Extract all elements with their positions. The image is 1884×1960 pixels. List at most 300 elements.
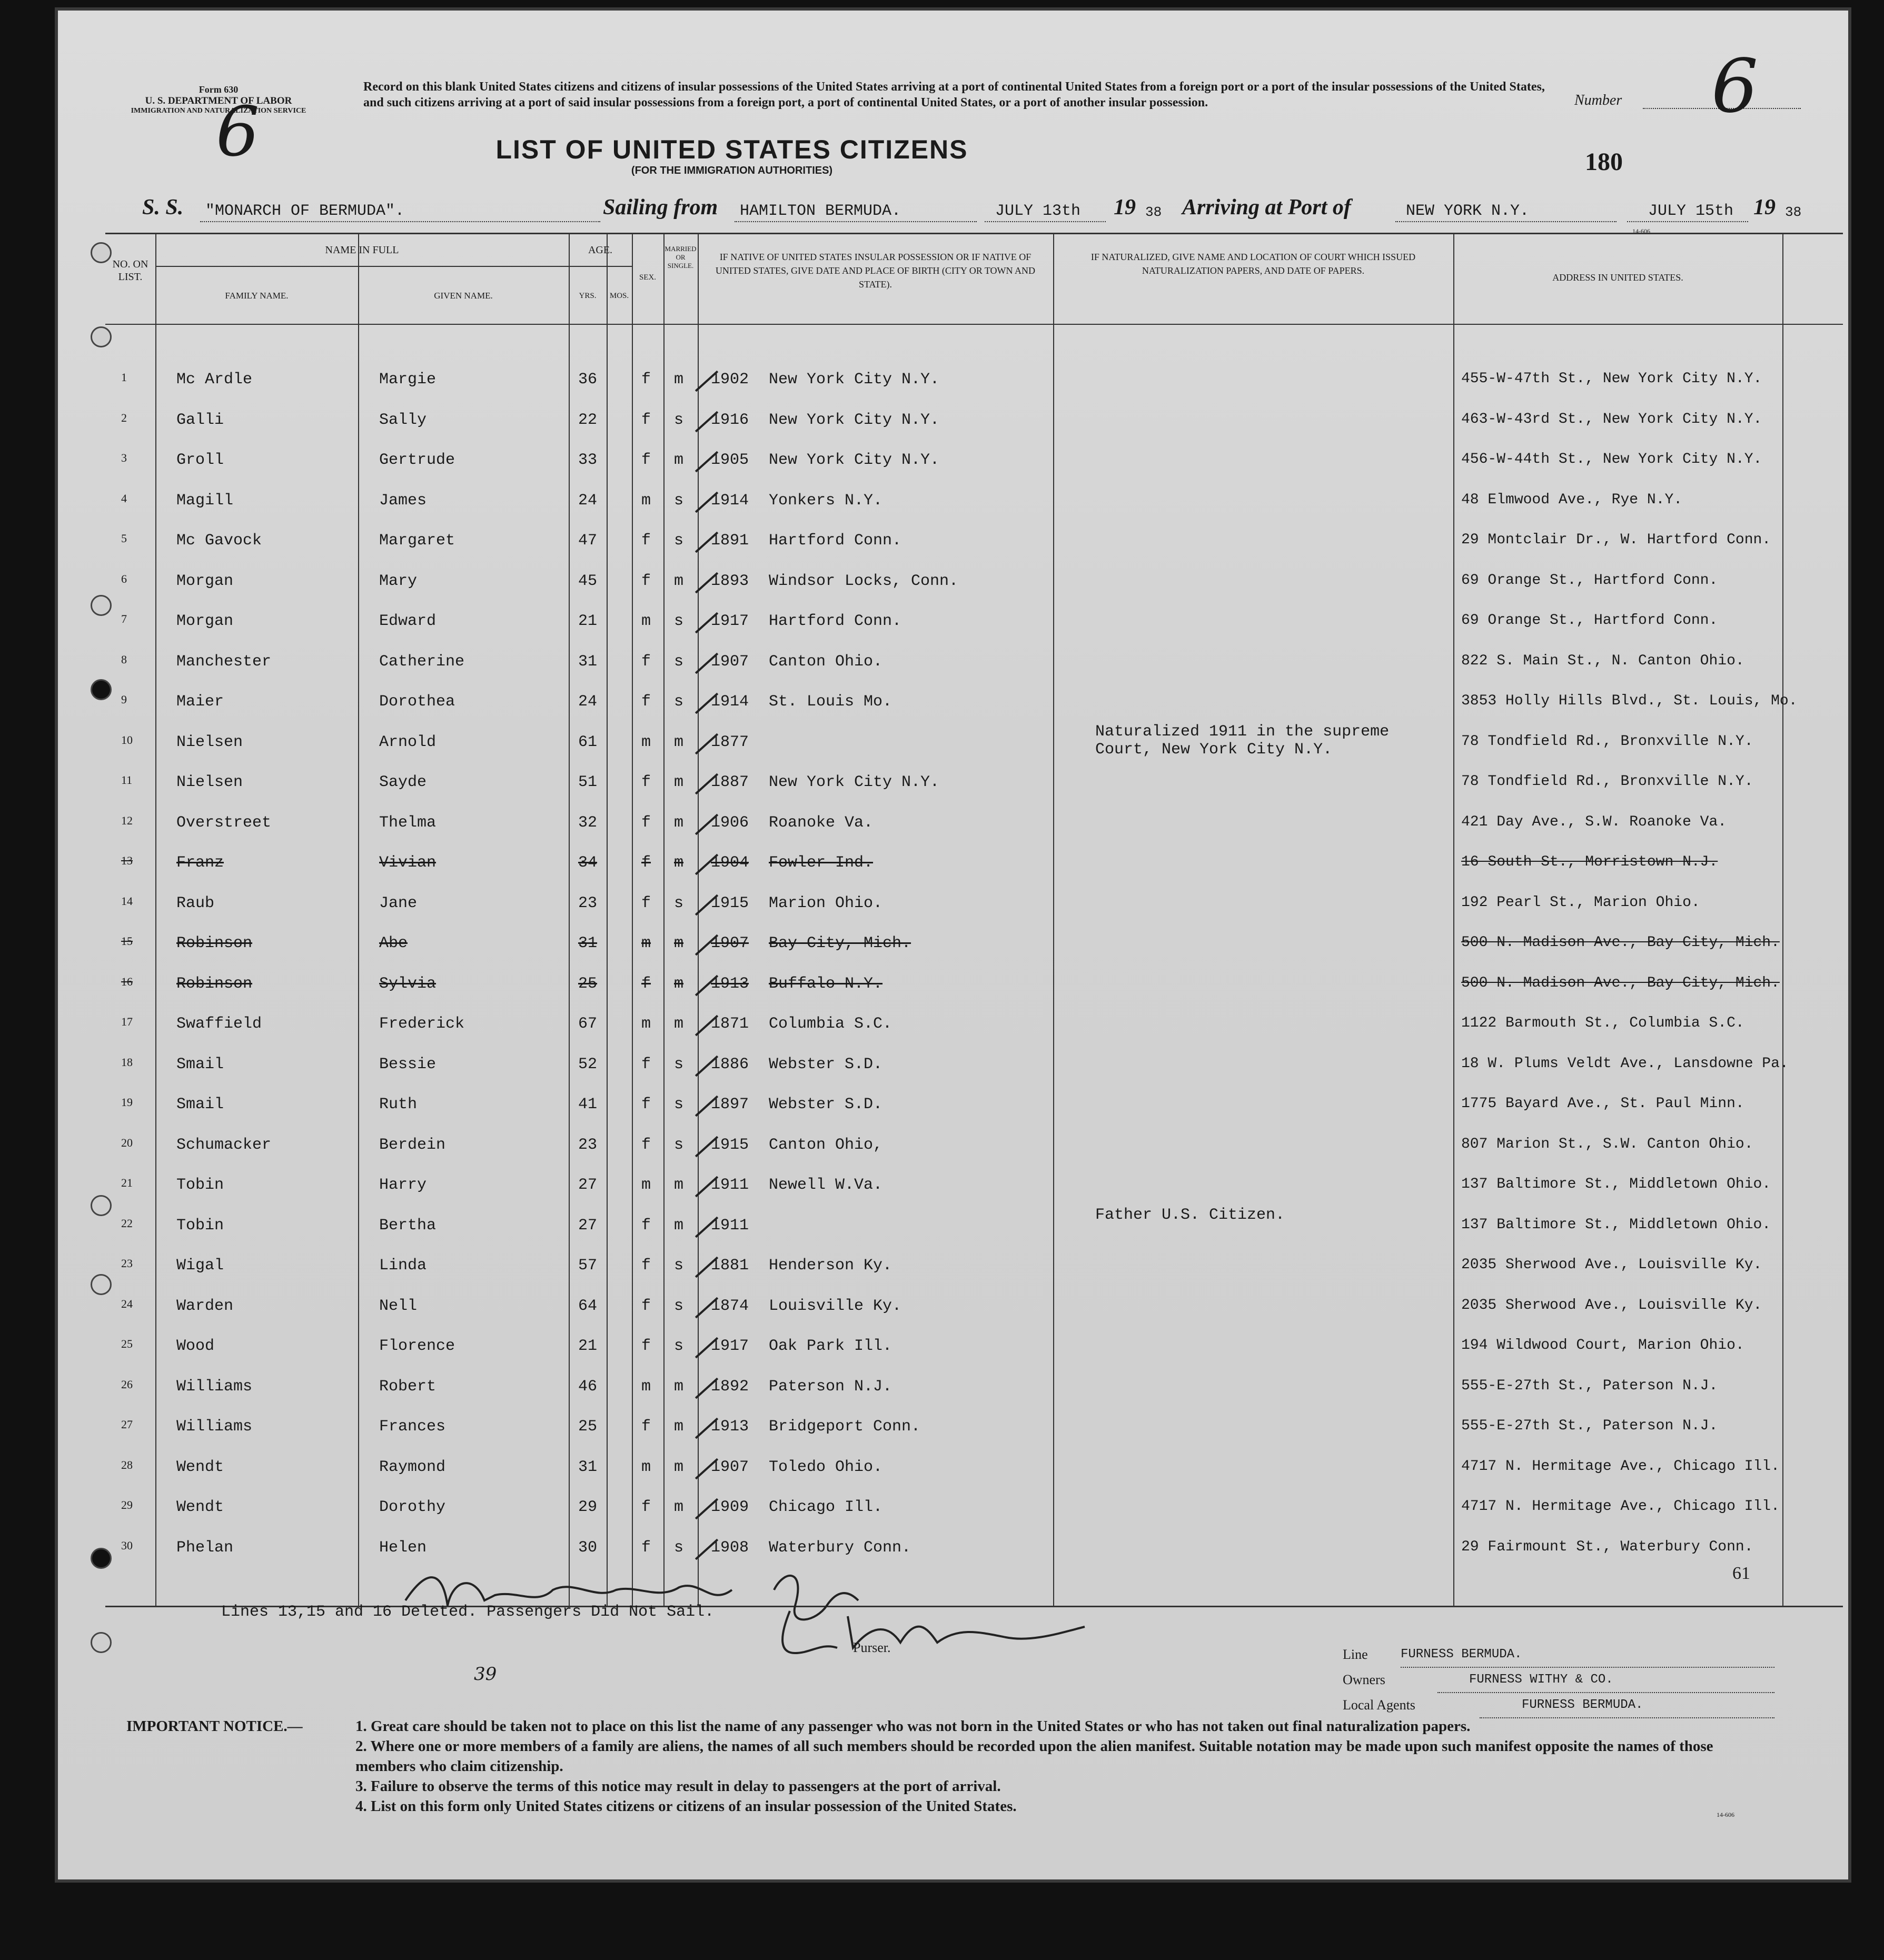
- row-number: 29: [121, 1498, 133, 1511]
- age-years: 46: [578, 1377, 598, 1396]
- row-number: 24: [121, 1297, 133, 1310]
- birth-year: 1881: [711, 1257, 749, 1275]
- table-row: [105, 1165, 1843, 1203]
- marital-status: s: [674, 1297, 684, 1315]
- sex: m: [641, 612, 651, 630]
- agents-label: Local Agents: [1343, 1697, 1415, 1713]
- birth-place: St. Louis Mo.: [769, 693, 893, 711]
- table-row: [105, 1084, 1843, 1123]
- sex: f: [641, 1337, 651, 1355]
- table-row: [105, 520, 1843, 559]
- address: 29 Montclair Dr., W. Hartford Conn.: [1461, 532, 1771, 548]
- birth-place: Waterbury Conn.: [769, 1538, 911, 1557]
- given-name: Berdein: [379, 1136, 446, 1154]
- birth-year: 1909: [711, 1498, 749, 1516]
- sex: f: [641, 1055, 651, 1073]
- marital-status: m: [674, 1418, 684, 1436]
- family-name: Groll: [176, 451, 224, 469]
- table-row: [105, 1205, 1843, 1244]
- row-number: 15: [121, 934, 133, 948]
- col-birth: IF NATIVE OF UNITED STATES INSULAR POSSESSION OR IF NATIVE OF UNITED STATES, GIVE DATE AND PLACE OF BIRTH (CITY OR TOWN AND STATE).: [715, 252, 1036, 290]
- voyage-line: [142, 195, 1801, 226]
- family-name: Robinson: [176, 934, 253, 952]
- agents-value: FURNESS BERMUDA.: [1480, 1693, 1774, 1718]
- birth-place: Bridgeport Conn.: [769, 1418, 921, 1436]
- age-years: 57: [578, 1257, 598, 1275]
- given-name: Edward: [379, 612, 437, 630]
- page-subtitle: (FOR THE IMMIGRATION AUTHORITIES): [631, 165, 833, 176]
- birth-place: Paterson N.J.: [769, 1377, 893, 1396]
- family-name: Galli: [176, 411, 224, 429]
- birth-year: 1892: [711, 1377, 749, 1396]
- row-number: 12: [121, 813, 133, 827]
- age-years: 27: [578, 1176, 598, 1194]
- given-name: Dorothea: [379, 693, 455, 711]
- marital-status: s: [674, 1136, 684, 1154]
- address: 455-W-47th St., New York City N.Y.: [1461, 371, 1762, 387]
- sex: f: [641, 532, 651, 550]
- given-name: Dorothy: [379, 1498, 446, 1516]
- sex: m: [641, 1377, 651, 1396]
- row-number: 16: [121, 974, 133, 988]
- birth-place: New York City N.Y.: [769, 371, 940, 389]
- ss-label: S. S.: [142, 195, 184, 220]
- family-name: Swaffield: [176, 1015, 262, 1033]
- line-row: [1343, 1643, 1774, 1668]
- age-years: 23: [578, 894, 598, 912]
- table-row: [105, 963, 1843, 1002]
- service: IMMIGRATION AND NATURALIZATION SERVICE: [131, 107, 306, 115]
- notice-item: 3. Failure to observe the terms of this notice may result in delay to passengers at the port of arrival.: [355, 1778, 1001, 1795]
- family-name: Smail: [176, 1055, 224, 1073]
- age-years: 36: [578, 371, 598, 389]
- marital-status: m: [674, 733, 684, 751]
- sex: m: [641, 934, 651, 952]
- age-years: 32: [578, 813, 598, 832]
- print-code-bottom: 14-606: [1717, 1811, 1734, 1818]
- given-name: Bertha: [379, 1216, 437, 1235]
- family-name: Robinson: [176, 974, 253, 993]
- marital-status: s: [674, 1096, 684, 1113]
- marital-status: m: [674, 1498, 684, 1516]
- age-years: 34: [578, 854, 598, 872]
- instructions-text: Record on this blank United States citizens and citizens of insular possessions of the United States arriving at a port of continental United States from a foreign port or a port of the insular possessions of the United States, and such citizens arriving at a port of said insular possessions from a foreign port, a port of continental United States, or a port of another insular possession.: [363, 80, 1545, 110]
- address: 4717 N. Hermitage Ave., Chicago Ill.: [1461, 1458, 1780, 1475]
- address: 29 Fairmount St., Waterbury Conn.: [1461, 1538, 1753, 1555]
- col-sex: SEX.: [639, 273, 657, 282]
- family-name: Nielsen: [176, 773, 243, 791]
- table-row: [105, 883, 1843, 922]
- address: 1775 Bayard Ave., St. Paul Minn.: [1461, 1096, 1744, 1112]
- row-number: 9: [121, 693, 127, 706]
- birth-place: Roanoke Va.: [769, 813, 874, 832]
- given-name: Frederick: [379, 1015, 465, 1033]
- marital-status: m: [674, 1458, 684, 1476]
- marital-status: m: [674, 974, 684, 993]
- row-number: 26: [121, 1377, 133, 1391]
- address: 192 Pearl St., Marion Ohio.: [1461, 894, 1700, 911]
- family-name: Mc Gavock: [176, 532, 262, 550]
- sex: m: [641, 1015, 651, 1033]
- birth-year: 1886: [711, 1055, 749, 1073]
- given-name: Sylvia: [379, 974, 437, 993]
- sail-year: 38: [1145, 204, 1162, 220]
- marital-status: m: [674, 854, 684, 872]
- given-name: Jane: [379, 894, 418, 912]
- naturalization: Naturalized 1911 in the supreme Court, New York City N.Y.: [1095, 722, 1390, 759]
- marital-status: m: [674, 1015, 684, 1033]
- birth-place: Canton Ohio.: [769, 652, 883, 671]
- address: 500 N. Madison Ave., Bay City, Mich.: [1461, 974, 1780, 991]
- family-name: Schumacker: [176, 1136, 272, 1154]
- birth-year: 1914: [711, 491, 749, 510]
- sex: f: [641, 1297, 651, 1315]
- margin-count: 61: [1732, 1564, 1750, 1583]
- marital-status: m: [674, 371, 684, 389]
- sex: m: [641, 1176, 651, 1194]
- birth-place: Newell W.Va.: [769, 1176, 883, 1194]
- col-name-group: NAME IN FULL: [325, 244, 399, 256]
- address: 555-E-27th St., Paterson N.J.: [1461, 1418, 1718, 1434]
- birth-year: 1913: [711, 974, 749, 993]
- address: 137 Baltimore St., Middletown Ohio.: [1461, 1216, 1771, 1233]
- marital-status: m: [674, 934, 684, 952]
- age-years: 25: [578, 974, 598, 993]
- age-years: 64: [578, 1297, 598, 1315]
- family-name: Phelan: [176, 1538, 234, 1557]
- family-name: Mc Ardle: [176, 371, 253, 389]
- age-years: 24: [578, 491, 598, 510]
- address: 4717 N. Hermitage Ave., Chicago Ill.: [1461, 1498, 1780, 1515]
- given-name: Mary: [379, 572, 418, 590]
- sex: f: [641, 1538, 651, 1557]
- birth-year: 1917: [711, 612, 749, 630]
- family-name: Magill: [176, 491, 234, 510]
- given-name: Catherine: [379, 652, 465, 671]
- birth-place: Windsor Locks, Conn.: [769, 572, 959, 590]
- table-row: [105, 762, 1843, 801]
- birth-place: Bay City, Mich.: [769, 934, 911, 952]
- address: 1122 Barmouth St., Columbia S.C.: [1461, 1015, 1744, 1031]
- row-number: 22: [121, 1216, 133, 1230]
- address: 2035 Sherwood Ave., Louisville Ky.: [1461, 1297, 1762, 1314]
- arrival-year: 38: [1785, 204, 1802, 220]
- marital-status: m: [674, 1176, 684, 1194]
- age-years: 30: [578, 1538, 598, 1557]
- sex: f: [641, 1418, 651, 1436]
- table-row: [105, 681, 1843, 720]
- table-row: [105, 561, 1843, 600]
- agents-row: [1343, 1693, 1774, 1718]
- row-number: 7: [121, 612, 127, 625]
- given-name: Bessie: [379, 1055, 437, 1073]
- address: 78 Tondfield Rd., Bronxville N.Y.: [1461, 773, 1753, 790]
- sailing-from: HAMILTON BERMUDA.: [740, 202, 901, 220]
- page-title: LIST OF UNITED STATES CITIZENS: [495, 135, 968, 164]
- birth-place: Chicago Ill.: [769, 1498, 883, 1516]
- sail-year-prefix: 19: [1114, 195, 1136, 220]
- table-row: [105, 1245, 1843, 1284]
- col-mos: MOS.: [609, 292, 629, 300]
- birth-place: Hartford Conn.: [769, 612, 902, 630]
- birth-year: 1913: [711, 1418, 749, 1436]
- birth-place: Yonkers N.Y.: [769, 491, 883, 510]
- age-years: 31: [578, 1458, 598, 1476]
- birth-year: 1908: [711, 1538, 749, 1557]
- number-label: Number: [1574, 92, 1622, 108]
- birth-place: Fowler Ind.: [769, 854, 874, 872]
- line-label: Line: [1343, 1647, 1368, 1662]
- arrival-date: JULY 15th: [1648, 202, 1734, 220]
- family-name: Morgan: [176, 612, 234, 630]
- punch-hole: [91, 1632, 112, 1653]
- sailing-label: Sailing from: [603, 195, 718, 220]
- sex: f: [641, 854, 651, 872]
- birth-year: 1897: [711, 1096, 749, 1113]
- row-number: 4: [121, 491, 127, 505]
- birth-year: 1916: [711, 411, 749, 429]
- sex: f: [641, 652, 651, 671]
- sex: f: [641, 693, 651, 711]
- marital-status: s: [674, 411, 684, 429]
- address: 3853 Holly Hills Blvd., St. Louis, Mo.: [1461, 693, 1798, 709]
- notice-item: 4. List on this form only United States citizens or citizens of an insular possession of the United States.: [355, 1798, 1017, 1815]
- birth-year: 1902: [711, 371, 749, 389]
- birth-year: 1917: [711, 1337, 749, 1355]
- birth-year: 1891: [711, 532, 749, 550]
- age-years: 21: [578, 1337, 598, 1355]
- given-name: Ruth: [379, 1096, 418, 1113]
- birth-year: 1907: [711, 934, 749, 952]
- col-no: NO. ON LIST.: [112, 258, 148, 283]
- marital-status: m: [674, 451, 684, 469]
- given-name: Thelma: [379, 813, 437, 832]
- birth-place: New York City N.Y.: [769, 773, 940, 791]
- notice-item: 1. Great care should be taken not to place on this list the name of any passenger who was not born in the United States or who has not taken out final naturalization papers.: [355, 1718, 1471, 1735]
- deleted-note: Lines 13,15 and 16 Deleted. Passengers Did Not Sail.: [221, 1603, 715, 1621]
- family-name: Williams: [176, 1377, 253, 1396]
- sex: f: [641, 974, 651, 993]
- birth-place: Louisville Ky.: [769, 1297, 902, 1315]
- address: 807 Marion St., S.W. Canton Ohio.: [1461, 1136, 1753, 1152]
- marital-status: s: [674, 652, 684, 671]
- row-number: 27: [121, 1418, 133, 1431]
- table-row: [105, 842, 1843, 881]
- address: 500 N. Madison Ave., Bay City, Mich.: [1461, 934, 1780, 951]
- age-years: 22: [578, 411, 598, 429]
- age-years: 41: [578, 1096, 598, 1113]
- age-years: 31: [578, 652, 598, 671]
- row-number: 8: [121, 652, 127, 666]
- notice-heading: IMPORTANT NOTICE.—: [126, 1718, 303, 1735]
- row-number: 28: [121, 1458, 133, 1471]
- birth-place: Columbia S.C.: [769, 1015, 893, 1033]
- row-number: 17: [121, 1015, 133, 1028]
- row-number: 11: [121, 773, 133, 787]
- table-row: [105, 400, 1843, 439]
- given-name: Margie: [379, 371, 437, 389]
- sex: m: [641, 1458, 651, 1476]
- table-row: [105, 923, 1843, 962]
- table-row: [105, 1406, 1843, 1445]
- arriving-label: Arriving at Port of: [1182, 195, 1351, 220]
- age-years: 47: [578, 532, 598, 550]
- sex: f: [641, 813, 651, 832]
- address: 2035 Sherwood Ave., Louisville Ky.: [1461, 1257, 1762, 1273]
- table-row: [105, 641, 1843, 680]
- age-years: 61: [578, 733, 598, 751]
- birth-place: Oak Park Ill.: [769, 1337, 893, 1355]
- birth-year: 1911: [711, 1176, 749, 1194]
- sex: f: [641, 1096, 651, 1113]
- row-number: 21: [121, 1176, 133, 1189]
- marital-status: s: [674, 1337, 684, 1355]
- birth-year: 1911: [711, 1216, 749, 1235]
- table-row: [105, 1326, 1843, 1365]
- corner-handwritten-number: 6: [216, 92, 260, 172]
- birth-year: 1877: [711, 733, 749, 751]
- age-years: 67: [578, 1015, 598, 1033]
- line-value: FURNESS BERMUDA.: [1401, 1643, 1774, 1668]
- table-body: [105, 359, 1843, 1557]
- family-name: Warden: [176, 1297, 234, 1315]
- birth-place: New York City N.Y.: [769, 451, 940, 469]
- arrival-date-line: [1627, 221, 1748, 222]
- marital-status: s: [674, 612, 684, 630]
- birth-year: 1893: [711, 572, 749, 590]
- sex: f: [641, 894, 651, 912]
- age-years: 33: [578, 451, 598, 469]
- age-years: 29: [578, 1498, 598, 1516]
- sex: f: [641, 411, 651, 429]
- table-row: [105, 1487, 1843, 1526]
- address: 78 Tondfield Rd., Bronxville N.Y.: [1461, 733, 1753, 750]
- given-name: Florence: [379, 1337, 455, 1355]
- table-row: [105, 1366, 1843, 1405]
- arrival-port-line: [1395, 221, 1617, 222]
- sex: f: [641, 1498, 651, 1516]
- ship-name: "MONARCH OF BERMUDA".: [205, 202, 405, 220]
- row-number: 25: [121, 1337, 133, 1350]
- birth-place: Toledo Ohio.: [769, 1458, 883, 1476]
- age-years: 25: [578, 1418, 598, 1436]
- address: 463-W-43rd St., New York City N.Y.: [1461, 411, 1762, 427]
- marital-status: s: [674, 491, 684, 510]
- family-name: Manchester: [176, 652, 272, 671]
- birth-year: 1907: [711, 652, 749, 671]
- family-name: Wendt: [176, 1458, 224, 1476]
- marital-status: s: [674, 1538, 684, 1557]
- birth-year: 1905: [711, 451, 749, 469]
- department: U. S. DEPARTMENT OF LABOR: [145, 95, 292, 106]
- table-row: [105, 1447, 1843, 1486]
- col-naturalized: IF NATURALIZED, GIVE NAME AND LOCATION OF COURT WHICH ISSUED NATURALIZATION PAPERS, AND DATE OF PAPERS.: [1090, 252, 1416, 276]
- row-number: 5: [121, 532, 127, 545]
- sex: f: [641, 1136, 651, 1154]
- owners-value: FURNESS WITHY & CO.: [1437, 1668, 1774, 1693]
- family-name: Smail: [176, 1096, 224, 1113]
- given-name: Gertrude: [379, 451, 455, 469]
- birth-year: 1915: [711, 1136, 749, 1154]
- given-name: Robert: [379, 1377, 437, 1396]
- family-name: Overstreet: [176, 813, 272, 832]
- age-years: 21: [578, 612, 598, 630]
- family-name: Williams: [176, 1418, 253, 1436]
- given-name: Harry: [379, 1176, 427, 1194]
- given-name: Sally: [379, 411, 427, 429]
- given-name: Arnold: [379, 733, 437, 751]
- birth-year: 1915: [711, 894, 749, 912]
- birth-place: New York City N.Y.: [769, 411, 940, 429]
- birth-place: Hartford Conn.: [769, 532, 902, 550]
- family-name: Tobin: [176, 1216, 224, 1235]
- sail-date: JULY 13th: [995, 202, 1081, 220]
- family-name: Morgan: [176, 572, 234, 590]
- marital-status: m: [674, 773, 684, 791]
- col-address: ADDRESS IN UNITED STATES.: [1552, 272, 1683, 283]
- table-row: [105, 1125, 1843, 1163]
- owners-row: [1343, 1668, 1774, 1693]
- given-name: James: [379, 491, 427, 510]
- row-number: 1: [121, 371, 127, 384]
- birth-year: 1906: [711, 813, 749, 832]
- age-years: 31: [578, 934, 598, 952]
- family-name: Nielsen: [176, 733, 243, 751]
- col-family: FAMILY NAME.: [225, 291, 289, 301]
- sail-date-line: [985, 221, 1106, 222]
- row-number: 2: [121, 411, 127, 424]
- marital-status: s: [674, 1257, 684, 1275]
- marital-status: s: [674, 1055, 684, 1073]
- address: 48 Elmwood Ave., Rye N.Y.: [1461, 491, 1683, 508]
- family-name: Wood: [176, 1337, 215, 1355]
- marital-status: m: [674, 813, 684, 832]
- birth-place: Marion Ohio.: [769, 894, 883, 912]
- marital-status: m: [674, 1216, 684, 1235]
- address: 456-W-44th St., New York City N.Y.: [1461, 451, 1762, 467]
- arrival-port: NEW YORK N.Y.: [1406, 202, 1530, 220]
- row-number: 19: [121, 1096, 133, 1109]
- form-number: Form 630: [199, 84, 239, 95]
- table-row: [105, 802, 1843, 841]
- notice-items: [355, 1716, 1777, 1816]
- owners-label: Owners: [1343, 1672, 1385, 1687]
- table-row: [105, 1003, 1843, 1042]
- col-age-group: AGE.: [588, 244, 613, 256]
- birth-place: Webster S.D.: [769, 1096, 883, 1113]
- age-years: 27: [578, 1216, 598, 1235]
- purser-label: Purser.: [853, 1640, 891, 1655]
- sex: m: [641, 491, 651, 510]
- marital-status: s: [674, 894, 684, 912]
- margin-mark: 39: [474, 1664, 497, 1685]
- family-name: Raub: [176, 894, 215, 912]
- birth-year: 1887: [711, 773, 749, 791]
- birth-place: Henderson Ky.: [769, 1257, 893, 1275]
- birth-place: Buffalo N.Y.: [769, 974, 883, 993]
- row-number: 13: [121, 854, 133, 867]
- marital-status: s: [674, 532, 684, 550]
- age-years: 24: [578, 693, 598, 711]
- row-number: 6: [121, 572, 127, 585]
- sex: f: [641, 773, 651, 791]
- birth-year: 1874: [711, 1297, 749, 1315]
- ship-line: [200, 221, 600, 222]
- arrival-year-prefix: 19: [1753, 195, 1776, 220]
- given-name: Helen: [379, 1538, 427, 1557]
- age-years: 23: [578, 1136, 598, 1154]
- print-code-top: 14-606: [1632, 227, 1650, 235]
